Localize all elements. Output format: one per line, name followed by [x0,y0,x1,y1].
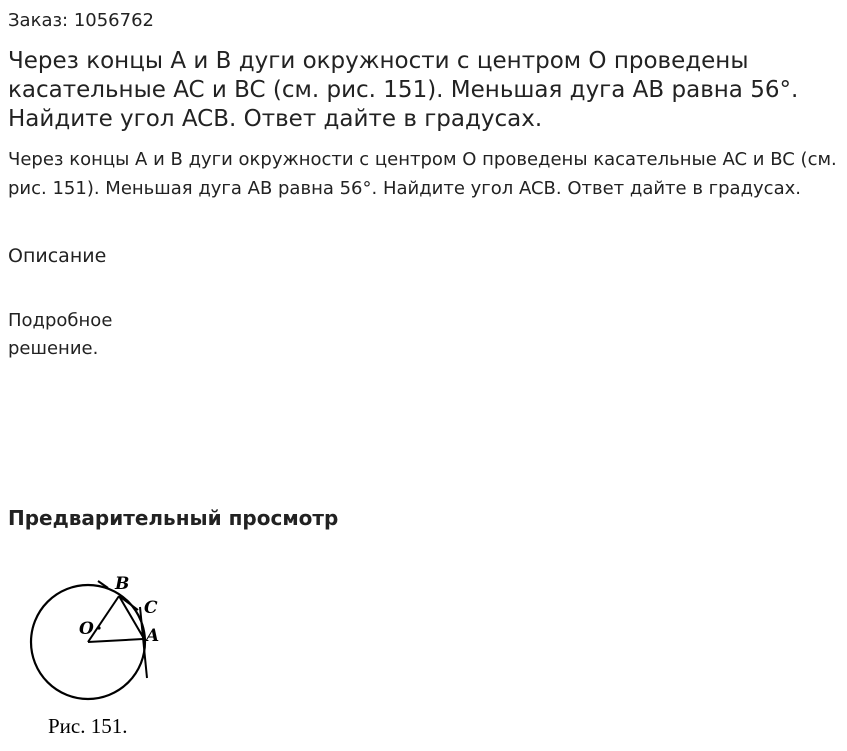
center-point [97,626,100,629]
preview-heading: Предварительный просмотр [8,506,339,530]
label-c: C [144,598,158,618]
description-label: Описание [8,245,107,267]
geometry-figure [20,565,170,745]
label-o: O [79,619,94,639]
label-b: B [115,574,130,594]
segment-oa [88,639,143,642]
detailed-solution-text: Подробное решение. [8,310,113,359]
figure-caption: Рис. 151. [48,714,128,738]
label-a: A [146,626,160,646]
segment-bc [119,596,138,610]
order-number: Заказ: 1056762 [8,10,154,31]
task-title: Через концы A и B дуги окружности с центром O проведены касательные AC и BC (см. рис. 151). Меньшая дуга AB равна 56°. Найдите угол ACB. Ответ дайте в градусах. [8,48,799,132]
task-statement: Через концы A и B дуги окружности с центром O проведены касательные AC и BC (см. рис. 151). Меньшая дуга AB равна 56°. Найдите угол ACB. Ответ дайте в градусах. [8,149,837,199]
figure-151 [20,565,170,745]
